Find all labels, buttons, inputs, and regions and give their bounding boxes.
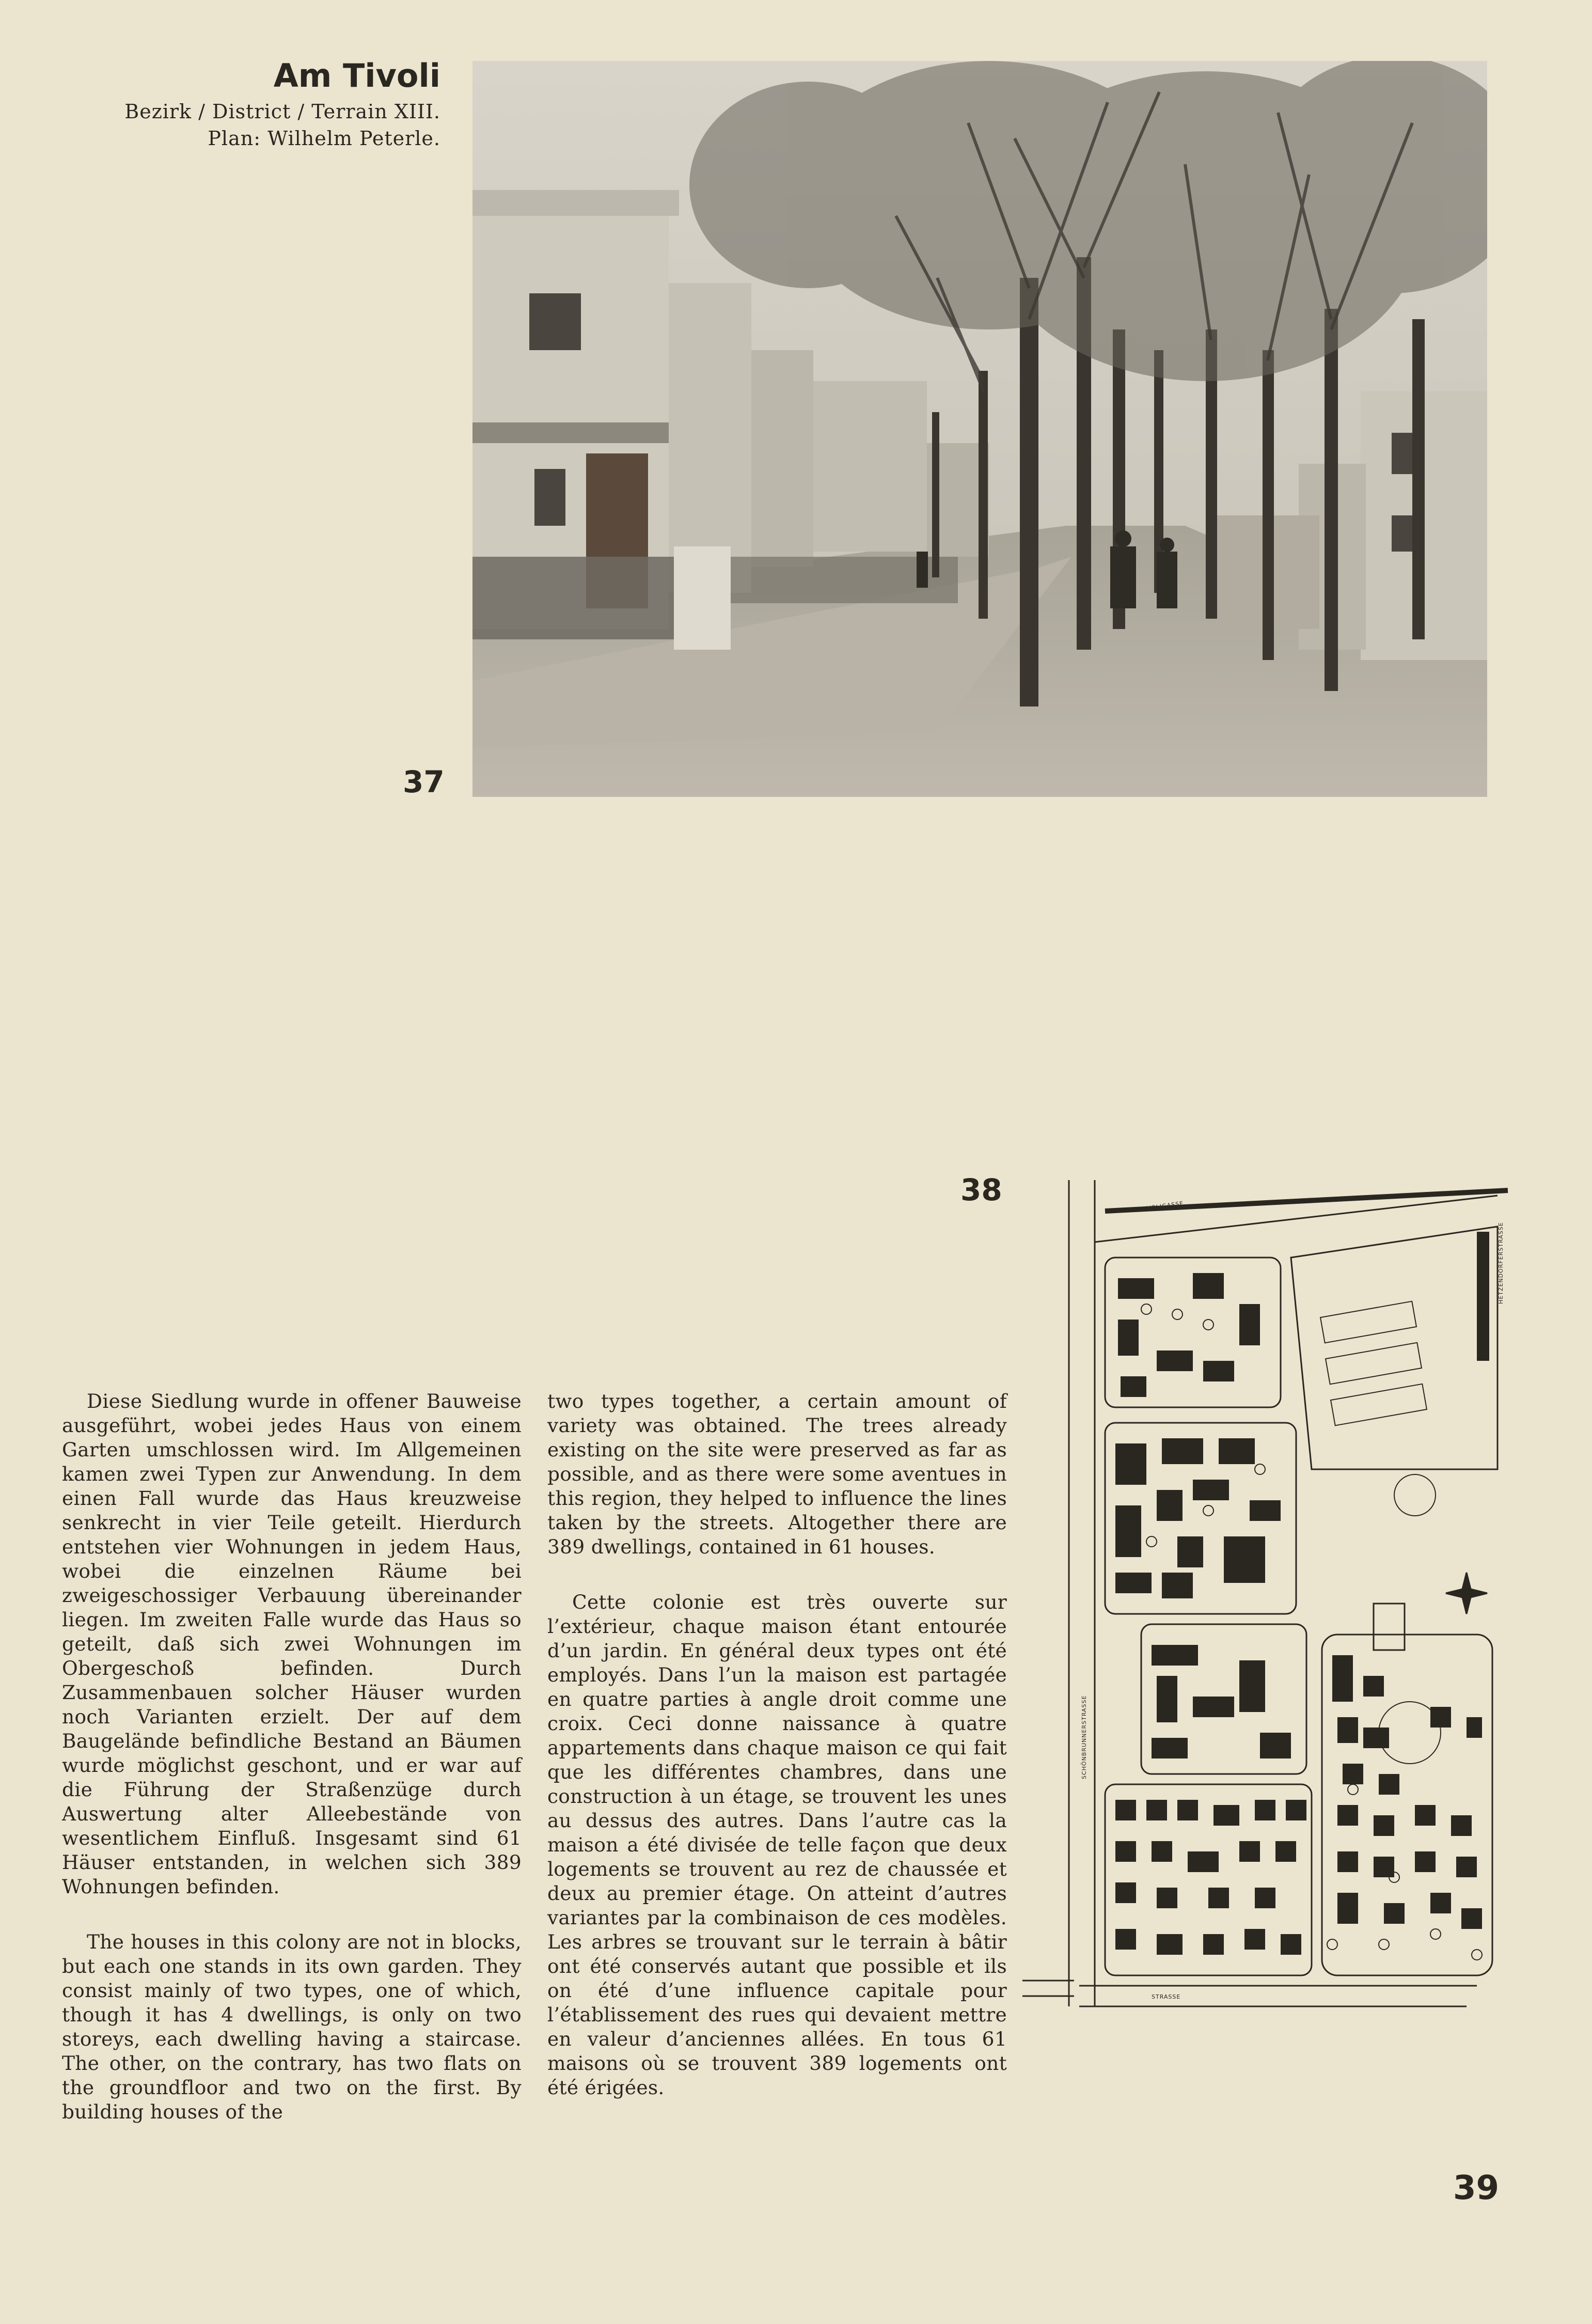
page-number: 39 <box>1453 2169 1499 2207</box>
plan-label-left-street: SCHÖNBRUNNERSTRASSE <box>1081 1695 1087 1779</box>
german-paragraph: Diese Siedlung wurde in offener Bauweise ausgeführt, wobei jedes Haus von einem Garten umschlossen wird. Im Allgemeinen kamen zwei Typen zur Anwendung. In dem einen Fall wurde das Haus kreuzweise senkrecht in vier Teile geteilt. Hierdurch entstehen vier Wohnungen in jedem Haus, wobei die einzelnen Räume bei zweigeschossiger Verbauung übereinander liegen. Im zweiten Falle wurde das Haus so geteilt, daß sich zwei Wohnungen im Obergeschoß befinden. Durch Zusammenbauen solcher Häuser wurden noch Varianten erzielt. Der auf dem Baugelände befindliche Bestand an Bäumen wurde möglichst geschont, und er war auf die Führung der Straßenzüge durch Auswertung alter Alleebestände von wesentlichem Einfluß. Insgesamt sind 61 Häuser entstanden, in welchen sich 389 Wohnungen befinden. <box>62 1390 522 1898</box>
french-paragraph: Cette colonie est très ouverte sur l’extérieur, chaque maison étant entourée d’un jardin. En général deux types ont été employés. Dans l’un la maison est partagée en quatre parties à angle droit comme une croix. Ceci donne naissance à quatre appartements dans chaque maison ce qui fait que les différentes chambres, dans une construction à un étage, se trouvent les unes au dessus des autres. Dans l’autre cas la maison a été divisée de telle façon que deux logements se trouvent au rez de chaussée et deux au premier étage. On atteint d’autres variantes par la combinaison de ces modèles. Les arbres se trouvant sur le terrain à bâtir ont été conservés autant que possible et ils on été d’une influence capitale pour l’établissement des rues qui devaient mettre en valeur d’anciennes allées. En tous 61 maisons où se trouvent 389 logements ont été érigées. <box>547 1591 1007 2099</box>
text-column-right <box>547 1389 1007 2100</box>
site-plan <box>1022 1180 1518 2040</box>
street-photo-drawing <box>472 61 1487 797</box>
english-paragraph-start: The houses in this colony are not in blocks, but each one stands in its own garden. They consist mainly of two types, one of which, though it has 4 dwellings, is only on two storeys, each dwelling having a staircase. The other, on the contrary, has two flats on the groundfloor and two on the first. By building houses of the <box>62 1930 522 2123</box>
english-paragraph-end: two types together, a certain amount of variety was obtained. The trees already existing on the site were preserved as far as possible, and as there were some aventues in this region, they helped to influence the lines taken by the streets. Altogether there are 389 dwellings, contained in 61 houses. <box>547 1390 1007 1558</box>
district-line: Bezirk / District / Terrain XIII. <box>124 100 440 123</box>
text-column-left <box>62 1389 522 2124</box>
page-title: Am Tivoli <box>273 57 440 95</box>
plan-label-right-street: HETZENDORFERSTRASSE <box>1498 1222 1504 1304</box>
plan-credit: Plan: Wilhelm Peterle. <box>208 127 440 150</box>
plan-label-bottom-street: STRASSE <box>1152 1993 1181 2000</box>
figure-number-37: 37 <box>403 764 445 799</box>
figure-number-38: 38 <box>960 1172 1002 1207</box>
site-plan-drawing <box>1022 1180 1518 2040</box>
street-photo <box>472 61 1487 797</box>
plan-label-top-street: TIVOLIGASSE <box>1140 1200 1184 1213</box>
subtitle <box>124 98 440 152</box>
